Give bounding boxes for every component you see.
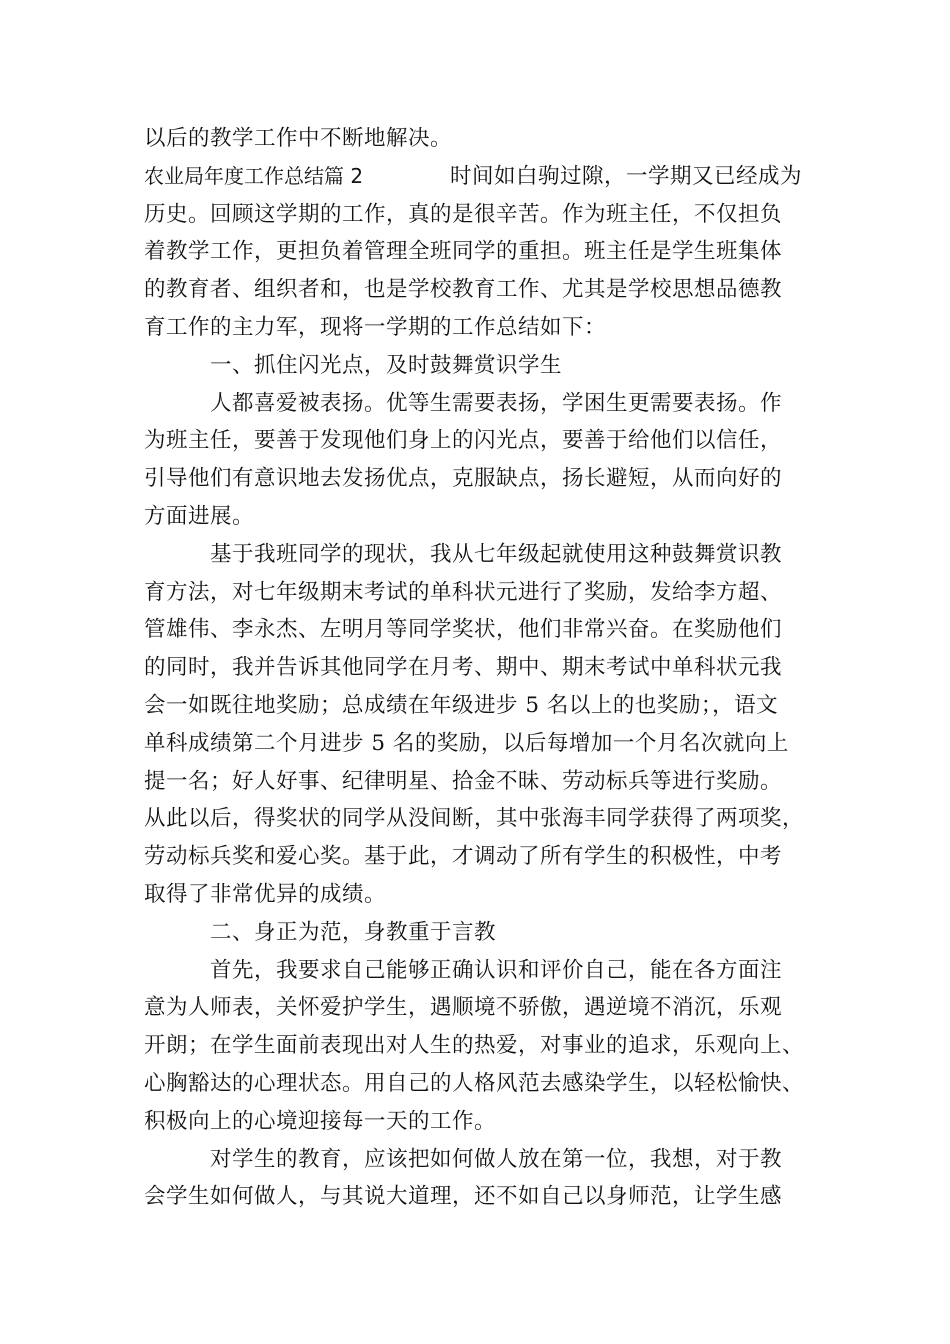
text-line: 的教育者、组织者和，也是学校教育工作、尤其是学校思想品德教 bbox=[144, 277, 783, 303]
subheading-1: 一、抓住闪光点，及时鼓舞赏识学生 bbox=[210, 352, 563, 378]
text-line: 意为人师表，关怀爱护学生，遇顺境不骄傲，遇逆境不消沉，乐观 bbox=[144, 995, 783, 1021]
paragraph-start: 对学生的教育，应该把如何做人放在第一位，我想，对于教 bbox=[210, 1146, 783, 1172]
text-line: 从此以后，得奖状的同学从没间断，其中张海丰同学获得了两项奖， bbox=[144, 806, 805, 832]
paragraph-start: 人都喜爱被表扬。优等生需要表扬，学困生更需要表扬。作 bbox=[210, 390, 783, 416]
section-heading-text: 时间如白驹过隙，一学期又已经成为 bbox=[450, 163, 803, 189]
paragraph-start: 基于我班同学的现状，我从七年级起就使用这种鼓舞赏识教 bbox=[210, 541, 783, 567]
text-line: 会一如既往地奖励；总成绩在年级进步 5 名以上的也奖励；，语文 bbox=[144, 692, 779, 718]
text-line: 的同时，我并告诉其他同学在月考、期中、期末考试中单科状元我 bbox=[144, 655, 783, 681]
text-line: 取得了非常优异的成绩。 bbox=[144, 881, 387, 907]
text-line: 会学生如何做人，与其说大道理，还不如自己以身师范，让学生感 bbox=[144, 1184, 783, 1210]
text-line: 为班主任，要善于发现他们身上的闪光点，要善于给他们以信任， bbox=[144, 428, 783, 454]
section-title: 农业局年度工作总结篇 2 bbox=[144, 163, 364, 188]
text-line: 以后的教学工作中不断地解决。 bbox=[144, 126, 453, 151]
paragraph-start: 首先，我要求自己能够正确认识和评价自己，能在各方面注 bbox=[210, 957, 783, 983]
text-line: 着教学工作，更担负着管理全班同学的重担。班主任是学生班集体 bbox=[144, 239, 783, 265]
text-line: 积极向上的心境迎接每一天的工作。 bbox=[144, 1108, 497, 1134]
text-line: 开朗；在学生面前表现出对人生的热爱，对事业的追求，乐观向上、 bbox=[144, 1033, 805, 1059]
text-line: 心胸豁达的心理状态。用自己的人格风范去感染学生，以轻松愉快、 bbox=[144, 1070, 805, 1096]
subheading-2: 二、身正为范，身教重于言教 bbox=[210, 919, 497, 945]
text-line: 劳动标兵奖和爱心奖。基于此，才调动了所有学生的积极性，中考 bbox=[144, 844, 783, 870]
section-heading bbox=[144, 158, 834, 196]
document-body bbox=[144, 120, 834, 1216]
text-line: 育工作的主力军，现将一学期的工作总结如下： bbox=[144, 314, 607, 340]
text-line: 引导他们有意识地去发扬优点，克服缺点，扬长避短，从而向好的 bbox=[144, 466, 783, 492]
text-line: 方面进展。 bbox=[144, 503, 255, 529]
text-line: 提一名；好人好事、纪律明星、拾金不昧、劳动标兵等进行奖励。 bbox=[144, 768, 783, 794]
text-line: 管雄伟、李永杰、左明月等同学奖状，他们非常兴奋。在奖励他们 bbox=[144, 617, 783, 643]
text-line: 历史。回顾这学期的工作，真的是很辛苦。作为班主任，不仅担负 bbox=[144, 201, 783, 227]
text-line: 育方法，对七年级期末考试的单科状元进行了奖励，发给李方超、 bbox=[144, 579, 783, 605]
text-line: 单科成绩第二个月进步 5 名的奖励，以后每增加一个月名次就向上 bbox=[144, 730, 789, 756]
